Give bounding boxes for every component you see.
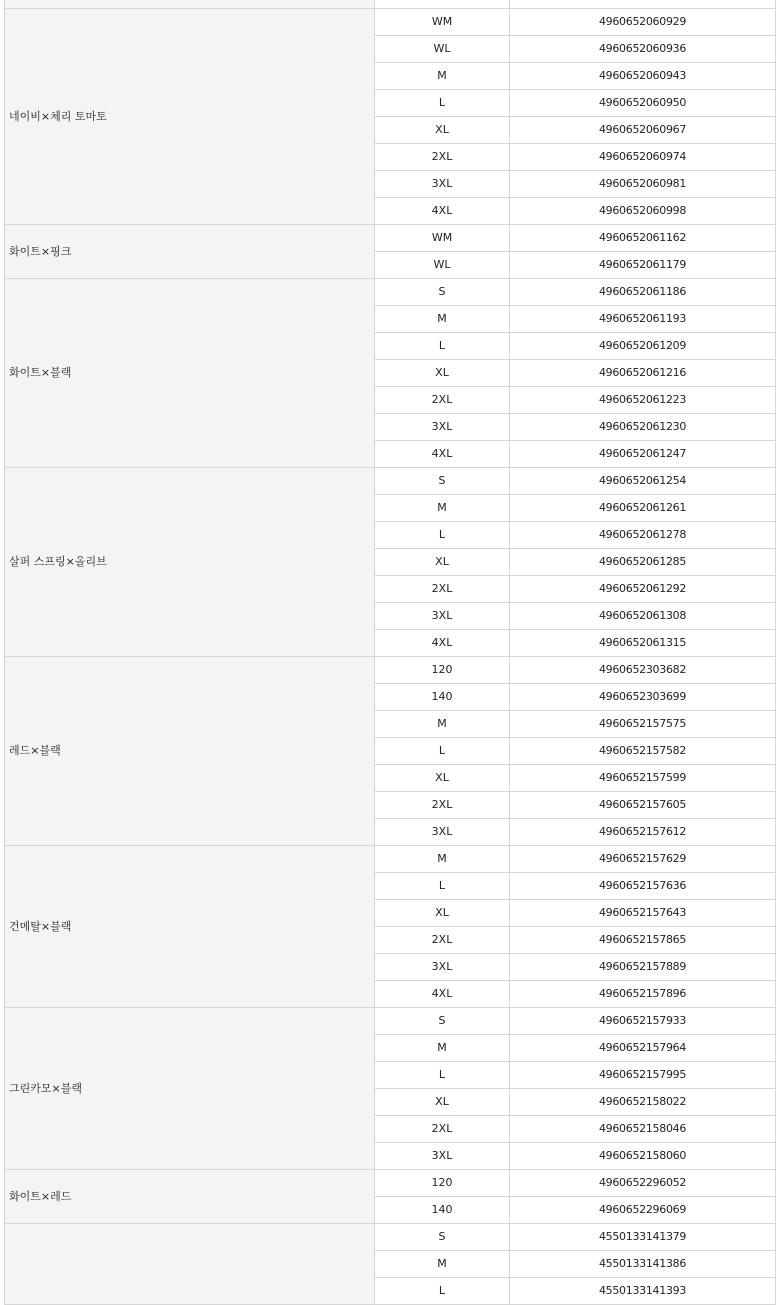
size-cell: M <box>375 63 510 90</box>
table-row <box>5 1224 776 1251</box>
jan-code-cell: 4960652303699 <box>510 684 776 711</box>
size-cell: XL <box>375 765 510 792</box>
jan-code-cell: 4960652061223 <box>510 387 776 414</box>
table-row <box>5 657 776 684</box>
size-cell: L <box>375 1278 510 1305</box>
jan-code-cell <box>510 0 776 9</box>
jan-code-cell: 4960652158046 <box>510 1116 776 1143</box>
jan-code-cell: 4960652157889 <box>510 954 776 981</box>
size-cell: M <box>375 846 510 873</box>
jan-code-cell: 4960652060943 <box>510 63 776 90</box>
jan-code-cell: 4960652060936 <box>510 36 776 63</box>
jan-code-cell: 4960652060929 <box>510 9 776 36</box>
size-cell: 2XL <box>375 792 510 819</box>
jan-code-cell: 4960652061261 <box>510 495 776 522</box>
size-cell: XL <box>375 549 510 576</box>
color-name-cell: 그린카모×블랙 <box>5 1008 375 1170</box>
jan-code-cell: 4960652158022 <box>510 1089 776 1116</box>
jan-code-cell: 4960652061315 <box>510 630 776 657</box>
color-name-cell: 화이트×레드 <box>5 1170 375 1224</box>
size-cell: 2XL <box>375 144 510 171</box>
size-cell: S <box>375 468 510 495</box>
size-cell: 140 <box>375 1197 510 1224</box>
jan-code-cell: 4960652157582 <box>510 738 776 765</box>
size-cell: M <box>375 711 510 738</box>
size-cell: L <box>375 873 510 900</box>
size-cell: 2XL <box>375 387 510 414</box>
jan-code-cell: 4960652296069 <box>510 1197 776 1224</box>
jan-code-cell: 4960652061162 <box>510 225 776 252</box>
jan-code-cell: 4960652061254 <box>510 468 776 495</box>
jan-code-cell: 4550133141393 <box>510 1278 776 1305</box>
jan-code-cell: 4960652157612 <box>510 819 776 846</box>
size-cell: XL <box>375 900 510 927</box>
size-cell: 4XL <box>375 630 510 657</box>
size-cell: 140 <box>375 684 510 711</box>
jan-code-cell: 4960652157964 <box>510 1035 776 1062</box>
size-cell: WL <box>375 252 510 279</box>
table-row <box>5 279 776 306</box>
table-body <box>5 0 776 1305</box>
jan-code-cell: 4960652157933 <box>510 1008 776 1035</box>
size-cell: 4XL <box>375 441 510 468</box>
size-cell: WL <box>375 36 510 63</box>
jan-code-cell: 4960652061247 <box>510 441 776 468</box>
jan-code-cell: 4960652061285 <box>510 549 776 576</box>
size-cell: 120 <box>375 657 510 684</box>
size-cell: L <box>375 333 510 360</box>
table-row <box>5 468 776 495</box>
size-cell: 3XL <box>375 1143 510 1170</box>
size-cell: L <box>375 738 510 765</box>
size-cell: 4XL <box>375 981 510 1008</box>
jan-code-cell: 4960652157575 <box>510 711 776 738</box>
table-row <box>5 846 776 873</box>
size-cell: M <box>375 306 510 333</box>
size-cell: M <box>375 495 510 522</box>
jan-code-cell: 4960652296052 <box>510 1170 776 1197</box>
size-cell: M <box>375 1035 510 1062</box>
size-cell: 2XL <box>375 576 510 603</box>
jan-code-cell: 4960652061209 <box>510 333 776 360</box>
size-cell: 120 <box>375 1170 510 1197</box>
size-cell: 2XL <box>375 927 510 954</box>
table-row <box>5 225 776 252</box>
size-cell: 3XL <box>375 603 510 630</box>
size-cell: S <box>375 279 510 306</box>
size-cell: XL <box>375 117 510 144</box>
jan-code-cell: 4960652061308 <box>510 603 776 630</box>
jan-code-cell: 4960652060950 <box>510 90 776 117</box>
color-name-cell: 건메탈×블랙 <box>5 846 375 1008</box>
jan-code-cell: 4960652060981 <box>510 171 776 198</box>
size-cell: WM <box>375 9 510 36</box>
jan-code-cell: 4960652158060 <box>510 1143 776 1170</box>
size-cell: 4XL <box>375 198 510 225</box>
jan-code-cell: 4960652061230 <box>510 414 776 441</box>
color-name-cell: 네이비×체리 토마토 <box>5 9 375 225</box>
jan-code-cell: 4960652061216 <box>510 360 776 387</box>
size-cell: 2XL <box>375 1116 510 1143</box>
color-name-cell: 살퍼 스프링×올리브 <box>5 468 375 657</box>
jan-code-cell: 4960652157629 <box>510 846 776 873</box>
jan-code-cell: 4960652061179 <box>510 252 776 279</box>
table-row <box>5 1008 776 1035</box>
table-row <box>5 1170 776 1197</box>
jan-code-cell: 4960652157599 <box>510 765 776 792</box>
jan-code-cell: 4960652303682 <box>510 657 776 684</box>
size-cell: XL <box>375 360 510 387</box>
color-name-cell: 레드×블랙 <box>5 657 375 846</box>
jan-code-cell: 4960652061292 <box>510 576 776 603</box>
jan-code-cell: 4550133141379 <box>510 1224 776 1251</box>
size-cell: L <box>375 522 510 549</box>
size-jan-table <box>4 0 776 1305</box>
size-cell: M <box>375 1251 510 1278</box>
size-cell: L <box>375 90 510 117</box>
jan-code-cell: 4960652157865 <box>510 927 776 954</box>
size-cell: S <box>375 1008 510 1035</box>
jan-code-cell: 4960652157995 <box>510 1062 776 1089</box>
jan-code-cell: 4960652060998 <box>510 198 776 225</box>
jan-code-cell: 4960652060967 <box>510 117 776 144</box>
size-cell: 3XL <box>375 954 510 981</box>
jan-code-cell: 4960652061193 <box>510 306 776 333</box>
jan-code-cell: 4960652157605 <box>510 792 776 819</box>
size-cell: L <box>375 1062 510 1089</box>
size-cell: S <box>375 1224 510 1251</box>
table-row <box>5 9 776 36</box>
color-name-cell <box>5 0 375 9</box>
jan-code-cell: 4960652157643 <box>510 900 776 927</box>
size-cell <box>375 0 510 9</box>
jan-code-cell: 4960652157636 <box>510 873 776 900</box>
jan-code-cell: 4960652061278 <box>510 522 776 549</box>
size-cell: WM <box>375 225 510 252</box>
jan-code-cell: 4550133141386 <box>510 1251 776 1278</box>
color-name-cell <box>5 1224 375 1305</box>
size-cell: 3XL <box>375 819 510 846</box>
color-name-cell: 화이트×핑크 <box>5 225 375 279</box>
jan-code-cell: 4960652157896 <box>510 981 776 1008</box>
size-cell: 3XL <box>375 171 510 198</box>
color-name-cell: 화이트×블랙 <box>5 279 375 468</box>
jan-code-cell: 4960652061186 <box>510 279 776 306</box>
size-cell: 3XL <box>375 414 510 441</box>
jan-code-cell: 4960652060974 <box>510 144 776 171</box>
table-row <box>5 0 776 9</box>
size-cell: XL <box>375 1089 510 1116</box>
